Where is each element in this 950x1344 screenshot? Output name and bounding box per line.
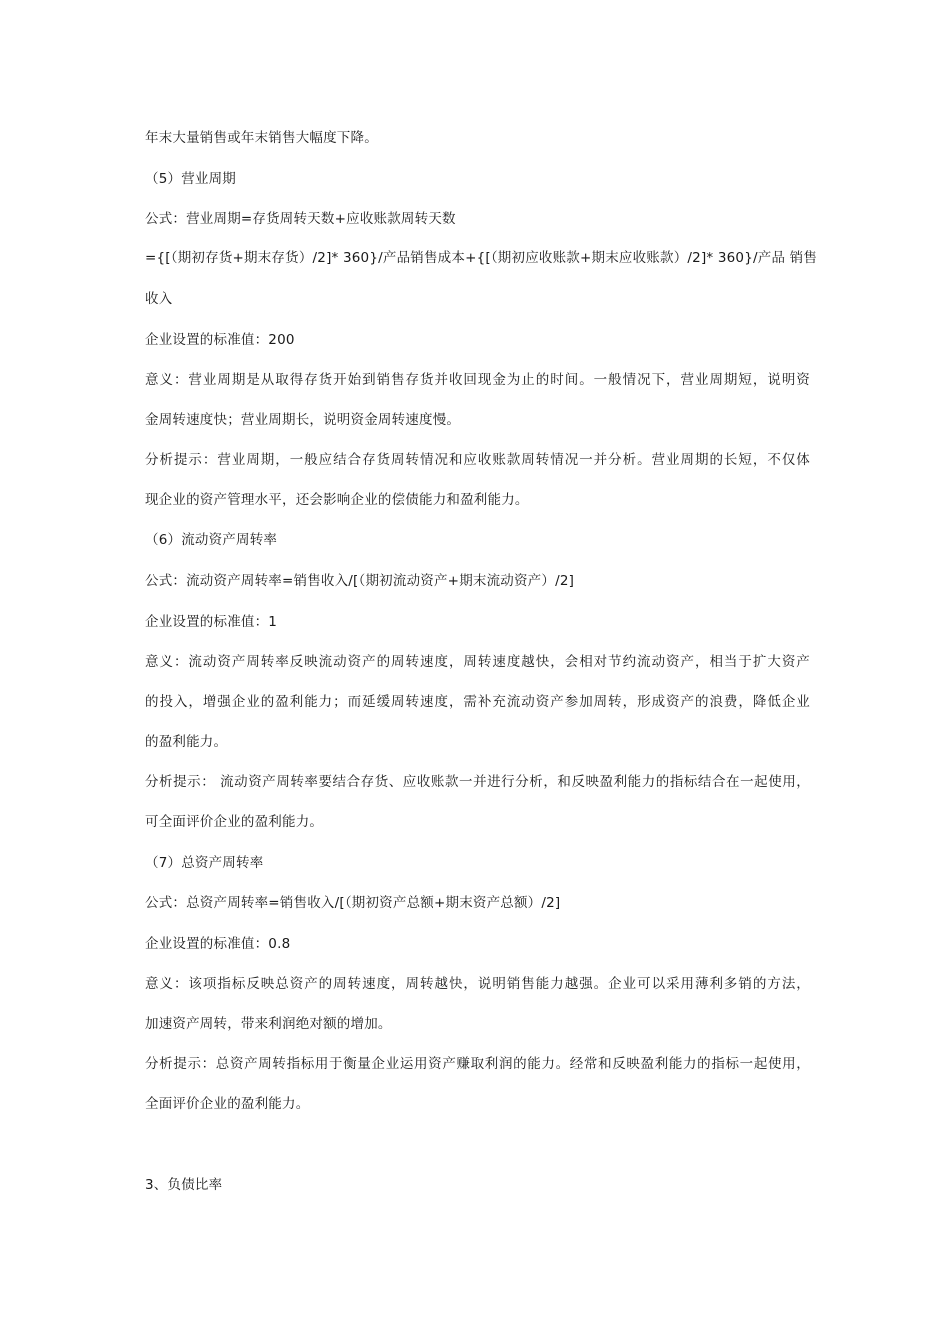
text-line: 年末大量销售或年末销售大幅度下降。 (145, 130, 378, 146)
analysis-line: 分析提示： 流动资产周转率要结合存货、应收账款一并进行分析，和反映盈利能力的指标结合在一起使用， (145, 774, 810, 790)
formula-line: ={[（期初存货+期末存货）/2]* 360}/产品销售成本+{[（期初应收账款+期末应收账款）/2]* 360}/产品 销售 (145, 250, 818, 266)
meaning-line: 的盈利能力。 (145, 734, 228, 750)
meaning-line: 意义：流动资产周转率反映流动资产的周转速度，周转速度越快，会相对节约流动资产，相当于扩大资产 (145, 654, 810, 670)
section-heading-current-asset-turnover: （6）流动资产周转率 (145, 532, 278, 548)
meaning-line: 的投入，增强企业的盈利能力；而延缓周转速度，需补充流动资产参加周转，形成资产的浪费，降低企业 (145, 694, 810, 710)
formula-line: 公式：流动资产周转率=销售收入/[（期初流动资产+期末流动资产）/2] (145, 573, 575, 589)
analysis-line: 分析提示：营业周期，一般应结合存货周转情况和应收账款周转情况一并分析。营业周期的长短，不仅体 (145, 452, 810, 468)
meaning-line: 金周转速度快；营业周期长，说明资金周转速度慢。 (145, 412, 461, 428)
text-line: 收入 (145, 291, 173, 307)
analysis-line: 现企业的资产管理水平，还会影响企业的偿债能力和盈利能力。 (145, 492, 529, 508)
section-heading-debt-ratio: 3、负债比率 (145, 1177, 223, 1193)
meaning-line: 意义：营业周期是从取得存货开始到销售存货并收回现金为止的时间。一般情况下，营业周期短，说明资 (145, 372, 810, 388)
section-heading-total-asset-turnover: （7）总资产周转率 (145, 855, 264, 871)
analysis-line: 可全面评价企业的盈利能力。 (145, 814, 324, 830)
meaning-line: 加速资产周转，带来利润绝对额的增加。 (145, 1016, 392, 1032)
meaning-line: 意义：该项指标反映总资产的周转速度，周转越快，说明销售能力越强。企业可以采用薄利多销的方法， (145, 976, 810, 992)
section-heading-operating-cycle: （5）营业周期 (145, 171, 236, 187)
formula-line: 公式：总资产周转率=销售收入/[（期初资产总额+期末资产总额）/2] (145, 895, 561, 911)
analysis-line: 全面评价企业的盈利能力。 (145, 1096, 310, 1112)
analysis-line: 分析提示：总资产周转指标用于衡量企业运用资产赚取利润的能力。经常和反映盈利能力的指标一起使用， (145, 1056, 810, 1072)
formula-line: 公式：营业周期=存货周转天数+应收账款周转天数 (145, 211, 456, 227)
standard-value-line: 企业设置的标准值：200 (145, 332, 295, 348)
standard-value-line: 企业设置的标准值：0.8 (145, 936, 291, 952)
standard-value-line: 企业设置的标准值：1 (145, 614, 278, 630)
